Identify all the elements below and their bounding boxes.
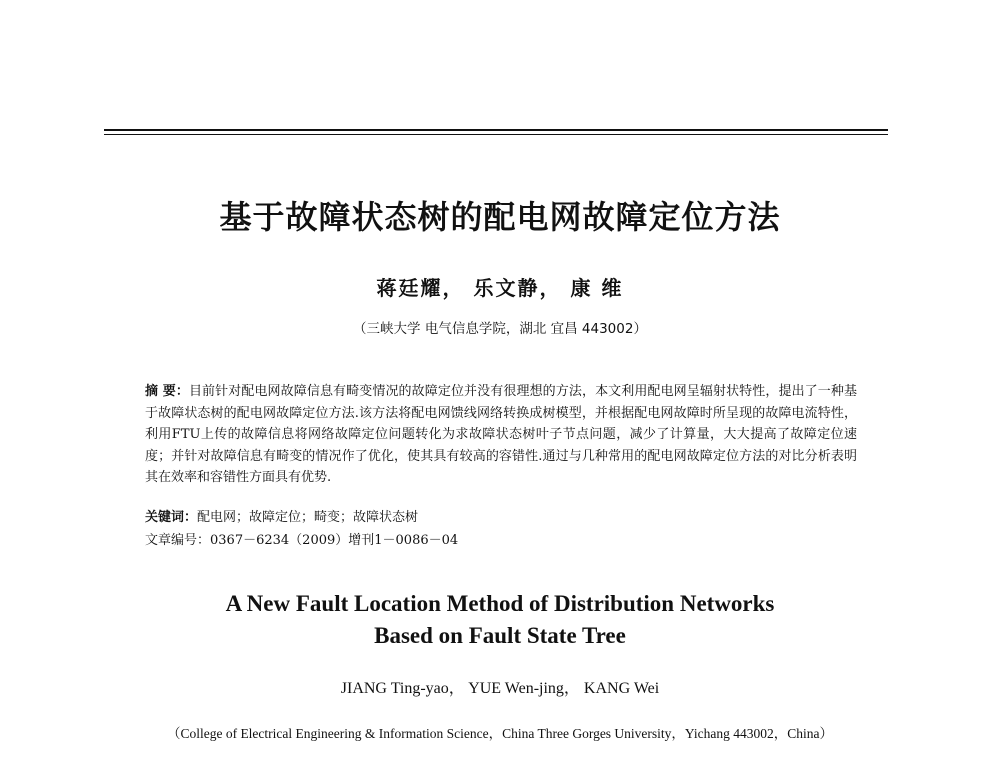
abstract-text: 目前针对配电网故障信息有畸变情况的故障定位并没有很理想的方法，本文利用配电网呈辐射状特性，提出了一种基于故障状态树的配电网故障定位方法.该方法将配电网馈线网络转换成树模型，并根据配电网故障时所呈现的故障电流特性，利用FTU上传的故障信息将网络故障定位问题转化为求故障状态树叶子节点问题，减少了计算量，大大提高了故障定位速度；并针对故障信息有畸变的情况作了优化，使其具有较高的容错性.通过与几种常用的配电网故障定位方法的对比分析表明其在效率和容错性方面具有优势. [145,384,857,485]
paper-title-english [0,588,1000,652]
paper-title-chinese: 基于故障状态树的配电网故障定位方法 [219,198,781,236]
title-en-line-2: Based on Fault State Tree [374,623,626,648]
keywords-label: 关键词： [145,510,198,525]
article-id: 文章编号：0367－6234（2009）增刊1－0086－04 [145,533,459,548]
authors-chinese: 蒋廷耀， 乐文静， 康 维 [376,276,624,300]
keywords-block [145,508,857,528]
abstract-block [145,381,857,489]
authors-english: JIANG Ting-yao， YUE Wen-jing， KANG Wei [340,680,660,697]
header-rule-bottom [104,134,888,135]
affiliation-english: （College of Electrical Engineering & Information Science，China Three Gorges University，Yichang 443002，China） [166,726,834,741]
affiliation-chinese: （三峡大学 电气信息学院，湖北 宜昌 443002） [353,321,647,337]
abstract-label: 摘 要： [145,384,189,399]
keywords-text: 配电网；故障定位；畸变；故障状态树 [197,510,419,525]
title-en-line-1: A New Fault Location Method of Distribution Networks [225,591,775,616]
header-rule-top [104,129,888,131]
